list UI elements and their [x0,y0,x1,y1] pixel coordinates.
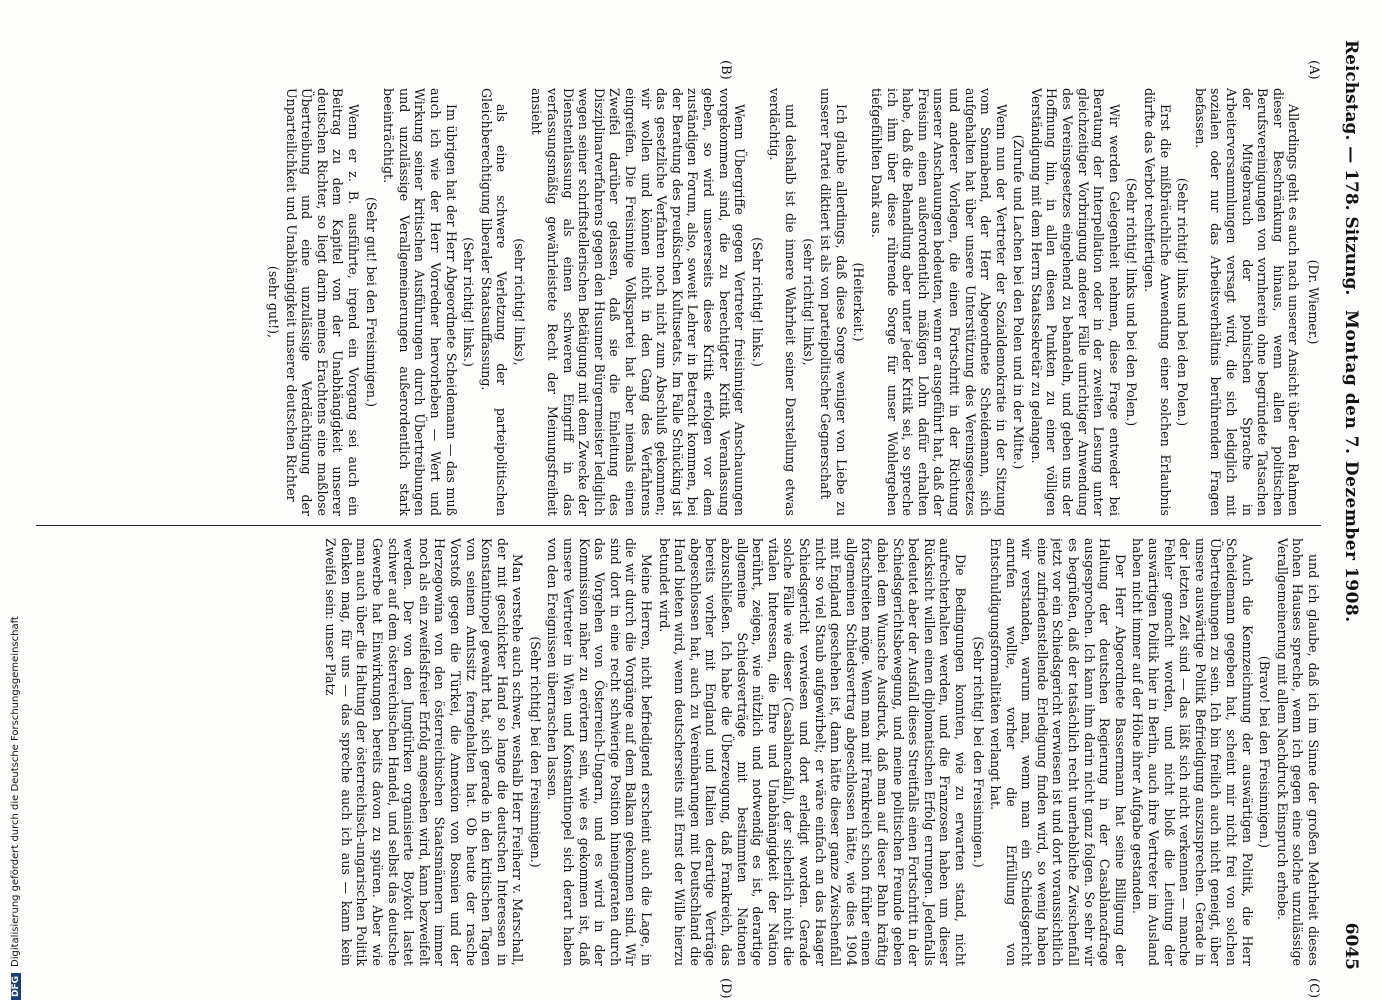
paragraph: Auch die Kennzeichnung der auswärtigen Politik, die Herr Scheidemann gegeben hat, scheint mir nicht frei von solchen Übertreibungen zu sein. Ich bin freilich auch nicht geneigt, über unsere auswärtige Politik Befriedigung auszusprechen. Gerade in der letzten Zeit sind — das läßt sich nicht verkennen — manche Fehler gemacht worden, und nicht bloß die Leitung der auswärtigen Politik hier in Berlin, auch ihre Vertreter im Ausland haben nicht immer auf der Höhe ihrer Aufgabe gestanden. [1130,538,1255,966]
interjection: (Sehr richtig! links.) [461,237,477,367]
paragraph: Meine Herren, nicht befriedigend erscheint auch die Lage, in die wir durch die Vorgänge auf dem Balkan gekommen sind. Wir sind dort in eine recht schwierige Position hineingeraten durch das Vorgehen von Österreich-Ungarn, und es wird in der Kommission näher zu erörtern sein, wie es gekommen ist, daß unsere Vertreter in Wien und Konstantinopel sich derart haben von den Ereignissen überraschen lassen. [545,538,655,966]
paragraph: Wenn nun der Vertreter der Sozialdemokratie in der Sitzung vom Sonnabend, der Herr Abgeordnete Scheidemann, sich aufgehalten hat über unsere Unterstützung des Vereinsgesetzes und anderer Vorlagen, die einen Fortschritt in der Richtung unserer Anschauungen bedeuten, wenn er ausgeführt hat, daß der Freisinn einen außerordentlich mäßigen Lohn dafür erhalten habe, daß die Behandlung aber unter jeder Kritik sei, so spreche ich ihm über diese rührende Sorge für unser Wohlergehen tiefgefühlten Dank aus. [868,88,1009,516]
paragraph: Der Herr Abgeordnete Bassermann hat seine Billigung der Haltung der deutschen Regierung in der Casablancafrage ausgesprochen. Ich kann ihm darin nicht ganz folgen. So sehr wir es begrüßen, daß der tatsächlich recht unerhebliche Zwischenfall jetzt vor ein Schiedsgericht verwiesen ist und dort voraussichtlich eine zufriedenstellende Erledigung finden wird, so wenig haben wir verstanden, warum man, wenn man ein Schiedsgericht anrufen wollte, vorher die Erfüllung von Entschuldigungsformalitäten verlangt hat. [988,538,1128,966]
interjection: (Heiterkeit.) [851,262,867,342]
left-column [31,88,1321,516]
interjection: (Sehr richtig! links und bei den Polen.) [1124,177,1140,427]
header-date: Montag den 7. Dezember 1908. [1341,310,1361,623]
interjection: (Sehr gut! bei den Freisinnigen.) [363,196,379,408]
paragraph: und ich glaube, daß ich im Sinne der großen Mehrheit dieses hohen Hauses spreche, wenn ich gegen eine solche unzulässige Verallgemeinerung mit allem Nachdruck Einspruch erhebe. [1274,538,1321,966]
paragraph: als eine schwere Verletzung der parteipolitischen Gleichberechtigung liberaler Staatsauffassung. [478,88,510,516]
paragraph: Im übrigen hat der Herr Abgeordnete Scheidemann — das muß auch ich wie der Herr Vorredner hervorheben — Wert und Wirkung seiner kritischen Ausführungen durch Übertreibungen und unzulässige Verallgemeinerungen außerordentlich stark beeinträchtigt. [381,88,459,516]
speaker-name: (Dr. Wiemer.) [1306,259,1321,345]
digitization-credit [10,0,28,1000]
column-divider [36,525,1321,526]
paragraph: und deshalb ist die innere Wahrheit seiner Darstellung etwas verdächtig. [767,88,798,516]
right-column [31,538,1321,966]
interjection: (Sehr richtig! links.) [749,237,765,367]
paragraph: Wenn Übergriffe gegen Vertreter freisinniger Anschauungen vorgekommen sind, die zu berechtigter Kritik Veranlassung geben, so wird unsererseits diese Kritik erfolgen vor dem zuständigen Forum, also, soweit Lehrer in Betracht kommen, bei der Beratung des preußischen Kultusetats. Im Falle Schücking ist das gesetzliche Verfahren noch nicht zum Abschluß gekommen; wir wollen und können nicht in den Gang des Verfahrens eingreifen. Die Freisinnige Volkspartei hat aber niemals einen Zweifel darüber gelassen, daß sie die Einleitung des Disziplinarverfahrens gegen den Husumer Bürgermeister lediglich wegen seiner schriftstellerischen Betätigung mit dem Zwecke der Dienstentlassung als einen schweren Eingriff in das verfassungsmäßig gewährleistete Recht der Meinungsfreiheit ansieht [529,88,748,516]
page-number: 6045 [1341,922,1361,970]
paragraph: Erst die mißbräuchliche Anwendung einer solchen Erlaubnis dürfte das Verbot rechtfertigen. [1142,88,1173,516]
interjection: (Zurufe und Lachen bei den Polen und in der Mitte.) [1011,134,1027,470]
interjection: (sehr richtig! links), [511,238,527,366]
paragraph: Wenn er z. B. ausführte, irgend ein Vorgang sei auch ein Beitrag zu dem Kapitel von der Unabhängigkeit unserer deutschen Richter, so liegt darin meines Erachtens eine maßlose Übertreibung und eine unzulässige Verdächtigung der Unparteilichkeit und Unabhängigkeit unserer deutschen Richter [283,88,361,516]
digitization-credit-text: Digitalisierung gefördert durch die Deutsche Forschungsgemeinschaft [10,616,21,967]
margin-marker-b: (B) [718,60,733,80]
interjection: (Sehr richtig! links und bei den Polen.) [1175,177,1191,427]
dfg-logo: DFG [11,973,21,1000]
header-session: Reichstag. — 178. Sitzung. [1341,40,1361,296]
paragraph: Man verstehe auch schwer, weshalb Herr Freiherr v. Marschall, der mit geschickter Hand so lange die deutschen Interessen in Konstantinopel gewahrt hat, sich gerade in den kritischen Tagen von seinem Amtssitz ferngehalten hat. Ob heute der rasche Vorstoß gegen die Türkei, die Annexion von Bosnien und der Herzegowina von den österreichischen Staatsmännern immer noch als ein zweifelsfreier Erfolg angesehen wird, kann bezweifelt werden. Der von den Jungtürken organisierte Boykott lastet schwer auf dem österreichischen Handel, und selbst das deutsche Gewerbe hat Einwirkungen bereits davon zu spüren. Aber wie man auch über die Haltung der österreichisch-ungarischen Politik denken mag, für uns — das spreche auch ich aus — kann kein Zweifel sein: unser Platz [323,538,526,966]
interjection: (Bravo! bei den Freisinnigen.) [1257,655,1273,849]
paragraph: Allerdings geht es auch nach unserer Ansicht über den Rahmen dieser Beschränkung hinaus, wenn allen politischen Berufsvereinigungen von vornherein ohne begründete Tatsachen der Mitgebrauch der polnischen Sprache in Arbeiterversammlungen versagt wird, die sich lediglich mit sozialen oder nur das Arbeitsverhältnis berührenden Fragen befassen. [1192,88,1302,516]
paragraph: Die Bedingungen konnten, wie zu erwarten stand, nicht aufrechterhalten werden, und die Franzosen haben um dieser Rücksicht willen einen diplomatischen Erfolg errungen. Jedenfalls bedeutet aber der Ausfall dieses Streitfalls einen Fortschritt in der Schiedsgerichtsbewegung, und meine politischen Freunde geben dabei dem Wunsche Ausdruck, daß man auf dieser Bahn kräftig fortschreiten möge. Wenn man mit Frankreich schon früher einen allgemeinen Schiedsvertrag abgeschlossen hätte, wie dies 1904 mit England geschehen ist, dann hätte dieser ganze Zwischenfall nicht so viel Staub aufgewirbelt; er wäre einfach an das Haager Schiedsgericht verwiesen und dort erledigt worden. Gerade solche Fälle wie dieser (Casablancafall), der sicherlich nicht die vitalen Interessen, die Ehre und Unabhängigkeit der Nation berührt, zeigen, wie nützlich und notwendig es ist, derartige allgemeine Schiedsverträge mit bestimmten Nationen abzuschließen. Ich habe die Überzeugung, daß Frankreich, das bereits vorher mit England und Italien derartige Verträge abgeschlossen hat, auch zu Vereinbarungen mit Deutschland die Hand bieten wird, wenn deutscherseits mit Ernst der Wille hierzu betundet wird. [656,538,968,966]
interjection: (Sehr richtig! bei den Freisinnigen.) [527,636,543,868]
page-header [1335,40,1365,970]
interjection: (Sehr richtig! bei den Freisinnigen.) [970,636,986,868]
paragraph: Wir werden Gelegenheit nehmen, diese Frage entweder bei Beratung der Interpellation oder in der zweiten Lesung unter gleichzeitiger Vorbringung anderer Fälle unrichtiger Anwendung des Vereinsgesetzes eingehend zu behandeln, und geben uns der Hoffnung hin, in allen diesen Punkten zu einer völligen Verständigung mit dem Herrn Staatssekretär zu gelangen. [1028,88,1122,516]
paragraph: Ich glaube allerdings, daß diese Sorge weniger von Liebe zu unserer Partei diktiert ist als von parteipolitischer Gegnerschaft [818,88,849,516]
margin-marker-a: (A) [1306,60,1321,80]
margin-marker-c: (C) [1306,978,1321,999]
margin-marker-d: (D) [718,978,733,999]
interjection: (sehr gut!), [266,265,281,339]
interjection: (sehr richtig! links), [800,238,816,366]
